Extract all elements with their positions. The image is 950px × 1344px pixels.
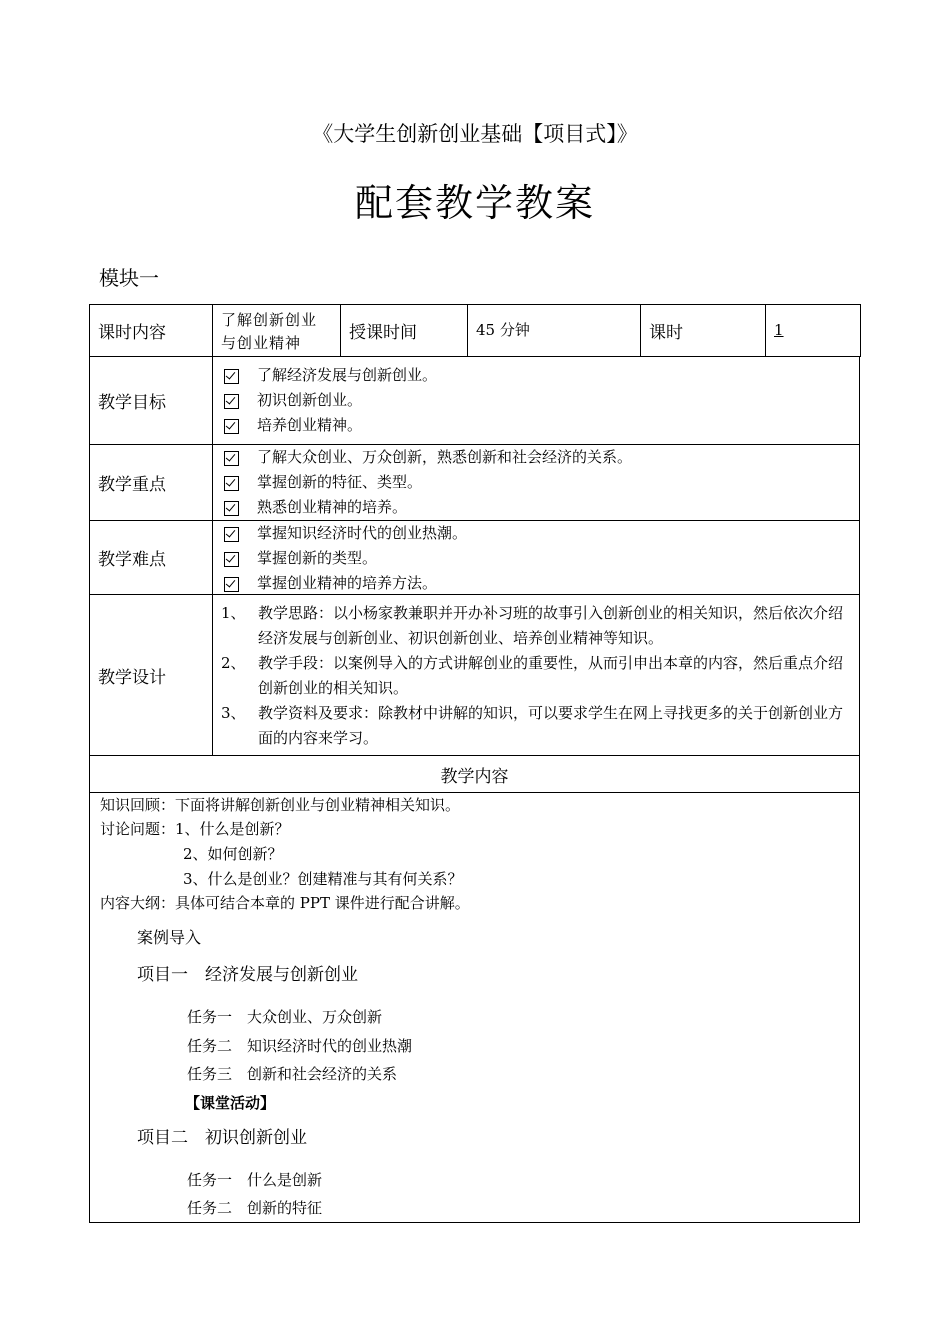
- content-value: 了解创新创业与创业精神: [212, 304, 341, 357]
- checkbox-icon: [224, 394, 239, 409]
- difficulty-item: [221, 546, 859, 571]
- checkbox-icon: [224, 476, 239, 491]
- key-points-list: [221, 445, 859, 520]
- design-text: 教学资料及要求：除教材中讲解的知识，可以要求学生在网上寻找更多的关于创新创业方面的内容来学习。: [258, 704, 844, 747]
- design-text: 教学手段：以案例导入的方式讲解创业的重要性，从而引申出本章的内容，然后重点介绍创新创业的相关知识。: [258, 654, 844, 697]
- objectives-list: [221, 363, 859, 438]
- objective-item: [221, 363, 859, 388]
- project-heading: 项目二 初识创新创业: [137, 1128, 307, 1148]
- difficulties-cell: [212, 520, 860, 595]
- task-item: 任务一 什么是创新: [187, 1171, 323, 1189]
- module-heading: 模块一: [99, 266, 159, 290]
- key-point-text: 掌握创新的特征、类型。: [257, 473, 423, 491]
- difficulty-item: [221, 521, 859, 546]
- key-point-text: 熟悉创业精神的培养。: [257, 498, 408, 516]
- key-point-item: [221, 470, 859, 495]
- question-text: 2、如何创新？: [183, 845, 283, 863]
- difficulty-item: [221, 571, 859, 596]
- question-text: 讨论问题：1、什么是创新？: [100, 820, 290, 838]
- question-text: 3、什么是创业？创建精准与其有何关系？: [183, 870, 463, 888]
- content-header: 教学内容: [89, 755, 860, 793]
- objectives-label: 教学目标: [89, 356, 213, 445]
- design-number: 3、: [221, 704, 246, 722]
- key-point-item: [221, 445, 859, 470]
- design-item: [221, 601, 851, 651]
- key-points-cell: [212, 444, 860, 521]
- key-points-label: 教学重点: [89, 444, 213, 521]
- difficulties-label: 教学难点: [89, 520, 213, 595]
- difficulty-text: 掌握创业精神的培养方法。: [257, 574, 438, 592]
- document-title: 配套教学教案: [354, 181, 595, 225]
- design-text: 教学思路：以小杨家教兼职并开办补习班的故事引入创新创业的相关知识，然后依次介绍经济发展与创新创业、初识创新创业、培养创业精神等知识。: [258, 604, 844, 647]
- content-body: [89, 792, 860, 1223]
- time-value: 45 分钟: [467, 304, 641, 357]
- difficulty-text: 掌握知识经济时代的创业热潮。: [257, 524, 468, 542]
- design-cell: [212, 594, 860, 756]
- checkbox-icon: [224, 577, 239, 592]
- difficulties-list: [221, 521, 859, 596]
- key-point-item: [221, 495, 859, 520]
- task-item: 任务二 创新的特征: [187, 1199, 323, 1217]
- objective-text: 了解经济发展与创新创业。: [257, 366, 438, 384]
- checkbox-icon: [224, 419, 239, 434]
- review-text: 知识回顾：下面将讲解创新创业与创业精神相关知识。: [100, 796, 461, 814]
- outline-text: 内容大纲：具体可结合本章的 PPT 课件进行配合讲解。: [100, 894, 470, 912]
- task-item: 任务二 知识经济时代的创业热潮: [187, 1037, 413, 1055]
- checkbox-icon: [224, 501, 239, 516]
- activity-label: 【课堂活动】: [185, 1094, 276, 1112]
- hours-cell: [765, 304, 861, 357]
- time-label: 授课时间: [340, 304, 468, 357]
- checkbox-icon: [224, 369, 239, 384]
- objective-text: 培养创业精神。: [257, 416, 363, 434]
- task-item: 任务一 大众创业、万众创新: [187, 1008, 383, 1026]
- checkbox-icon: [224, 527, 239, 542]
- design-label: 教学设计: [89, 594, 213, 756]
- design-item: [221, 651, 851, 701]
- objectives-cell: [212, 356, 860, 445]
- objective-item: [221, 388, 859, 413]
- checkbox-icon: [224, 552, 239, 567]
- task-item: 任务三 创新和社会经济的关系: [187, 1065, 398, 1083]
- project-heading: 项目一 经济发展与创新创业: [137, 965, 358, 985]
- design-number: 2、: [221, 654, 246, 672]
- checkbox-icon: [224, 451, 239, 466]
- case-intro: 案例导入: [137, 928, 202, 947]
- document-subtitle: 《大学生创新创业基础【项目式】》: [312, 122, 638, 146]
- objective-text: 初识创新创业。: [257, 391, 363, 409]
- design-item: [221, 701, 851, 751]
- design-number: 1、: [221, 604, 246, 622]
- difficulty-text: 掌握创新的类型。: [257, 549, 378, 567]
- hours-label: 课时: [640, 304, 766, 357]
- objective-item: [221, 413, 859, 438]
- key-point-text: 了解大众创业、万众创新，熟悉创新和社会经济的关系。: [257, 448, 633, 466]
- hours-value: 1: [774, 321, 784, 339]
- content-label: 课时内容: [89, 304, 213, 357]
